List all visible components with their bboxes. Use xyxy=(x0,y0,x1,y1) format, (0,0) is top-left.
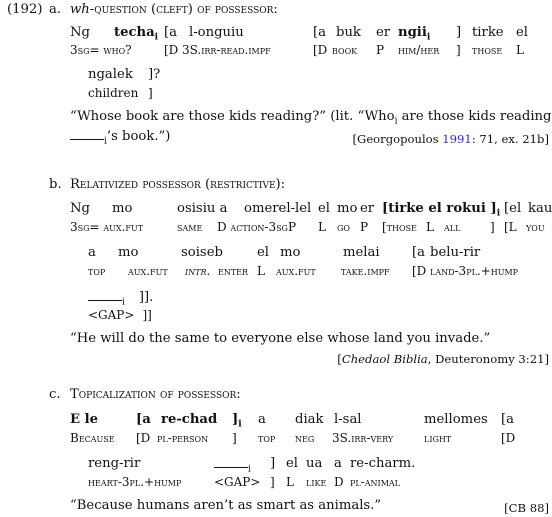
citation-text: : 71, ex. 21b] xyxy=(471,132,549,146)
subscript: i xyxy=(238,419,242,430)
word: [D xyxy=(313,43,328,57)
citation-text: [Georgopoulos xyxy=(352,132,443,146)
word: [a xyxy=(313,25,327,40)
heading-a-wh: wh xyxy=(70,2,90,17)
translation-text: are those kids reading xyxy=(397,109,552,124)
word: 3S.irr-read.impf xyxy=(182,43,271,57)
word: same xyxy=(177,220,203,234)
word: reng-rir xyxy=(88,456,141,471)
citation-text: , Deuteronomy 3:21] xyxy=(427,352,549,366)
word: el xyxy=(318,201,331,216)
word: mo xyxy=(112,201,133,216)
translation-text: “Whose book are those kids reading?” (lit. “Who xyxy=(70,109,395,124)
word: er xyxy=(360,201,375,216)
word: [el xyxy=(504,201,522,216)
word: osisiu a xyxy=(177,201,228,216)
subscript: i xyxy=(248,464,251,475)
word: re-chad xyxy=(161,412,218,427)
translation-c: “Because humans aren’t as smart as animals.” xyxy=(70,498,382,513)
word: l-onguiu xyxy=(189,25,244,40)
word: ] xyxy=(456,25,462,40)
word: [a xyxy=(164,25,178,40)
word: all xyxy=(444,220,461,234)
word: diak xyxy=(295,412,324,427)
word: [D xyxy=(412,264,427,278)
subscript: i xyxy=(426,32,431,43)
gloss-c-line2 xyxy=(70,430,550,446)
word: Because xyxy=(70,431,115,445)
word: mo xyxy=(280,245,301,260)
word: [a xyxy=(501,412,515,427)
word: him/her xyxy=(398,43,440,57)
word: mo xyxy=(118,245,139,260)
word: [a xyxy=(412,245,426,260)
word: ]? xyxy=(148,67,161,82)
gap-blank xyxy=(88,289,122,301)
translation-text: ’s book.”) xyxy=(106,129,171,144)
citation-c: [CB 88] xyxy=(504,501,549,515)
word: P xyxy=(360,220,369,234)
word: melai xyxy=(343,245,380,260)
gloss-a-line2 xyxy=(70,42,550,58)
word-text: ngii xyxy=(398,25,427,40)
word: a xyxy=(334,456,342,471)
word: D action-3sgP xyxy=(217,220,297,234)
word: 3sg= who? xyxy=(70,43,132,57)
citation-year-link[interactable]: 1991 xyxy=(442,132,472,146)
gloss-c-line3 xyxy=(88,456,488,475)
gloss-b-line6 xyxy=(88,307,152,323)
gloss-c-line4 xyxy=(88,474,488,490)
word: 3sg= aux.fut xyxy=(70,220,144,234)
word: like xyxy=(306,475,327,489)
word-text: [tirke el rokui ] xyxy=(382,201,497,216)
word: tirke xyxy=(472,25,504,40)
word-text: ] xyxy=(232,412,239,427)
word: enter xyxy=(218,264,249,278)
word: <GAP> xyxy=(214,475,261,489)
word: P xyxy=(376,43,385,57)
word: mellomes xyxy=(424,412,488,427)
gloss-b-line2 xyxy=(70,219,552,235)
word: L xyxy=(257,264,265,278)
citation-title: Chedaol Biblia xyxy=(341,352,428,366)
word: soiseb xyxy=(181,245,223,260)
translation-a-line1 xyxy=(70,109,552,130)
translation-a-line2 xyxy=(70,128,170,150)
word: intr. xyxy=(185,264,211,278)
word: you xyxy=(526,220,545,234)
word: kau xyxy=(528,201,552,216)
heading-a xyxy=(70,2,278,18)
word: top xyxy=(88,264,106,278)
subscript: i xyxy=(122,297,125,308)
gloss-b-line4 xyxy=(88,263,548,279)
word: [those xyxy=(382,220,417,234)
subscript: i xyxy=(496,208,501,219)
translation-b: “He will do the same to everyone else whose land you invade.” xyxy=(70,331,491,346)
word: l-sal xyxy=(334,412,362,427)
word: 3S.irr-very xyxy=(332,431,394,445)
word: ] xyxy=(148,86,153,100)
gloss-b-line1 xyxy=(70,201,552,217)
subscript: i xyxy=(154,32,159,43)
word: mo xyxy=(337,201,358,216)
word: a xyxy=(88,245,96,260)
subexample-letter-c: c. xyxy=(49,387,61,402)
word: aux.fut xyxy=(276,264,316,278)
word: ] xyxy=(232,431,237,445)
word: buk xyxy=(336,25,361,40)
word: D xyxy=(334,475,344,489)
gap-label: <GAP> xyxy=(88,308,135,322)
heading-a-rest: -question (cleft) of possessor: xyxy=(89,2,278,17)
gloss-a-line4 xyxy=(88,85,288,101)
gloss-a-line3 xyxy=(88,67,288,83)
gap-blank xyxy=(70,128,104,140)
heading-c: Topicalization of possessor: xyxy=(70,387,241,402)
word: el xyxy=(257,245,270,260)
word: land-3pl.+hump xyxy=(430,264,519,278)
word: E le xyxy=(70,412,99,427)
word: book xyxy=(332,43,358,57)
word-text: techa xyxy=(114,25,155,40)
citation-b xyxy=(337,351,549,367)
subexample-letter-b: b. xyxy=(49,177,62,192)
word: [D xyxy=(501,431,516,445)
word: ] xyxy=(270,475,275,489)
citation-text: [ xyxy=(337,352,342,366)
word: ] xyxy=(270,456,276,471)
subscript: i xyxy=(104,136,107,147)
word: ngalek xyxy=(88,67,133,82)
word: er xyxy=(376,25,391,40)
word: ua xyxy=(306,456,323,471)
gloss-b-line3 xyxy=(88,245,548,261)
word: el xyxy=(516,25,529,40)
word: L xyxy=(286,475,294,489)
example-number: (192) xyxy=(7,2,43,17)
word: pl-person xyxy=(157,431,209,445)
word: belu-rir xyxy=(430,245,481,260)
word: Ng xyxy=(70,201,90,216)
word: aux.fut xyxy=(128,264,168,278)
word: Ng xyxy=(70,25,90,40)
gloss-c-line1 xyxy=(70,412,550,428)
heading-b: Relativized possessor (restrictive): xyxy=(70,177,286,192)
word: ] xyxy=(490,220,495,234)
word: ]]. xyxy=(138,290,154,305)
word: neg xyxy=(295,431,315,445)
word: re-charm. xyxy=(350,456,416,471)
word: [D xyxy=(136,431,151,445)
word: el xyxy=(286,456,299,471)
gap-blank xyxy=(214,456,248,468)
word: light xyxy=(424,431,452,445)
word: those xyxy=(472,43,503,57)
subexample-letter-a: a. xyxy=(49,2,62,17)
word: omerel-lel xyxy=(244,201,312,216)
word: children xyxy=(88,86,139,100)
word: L xyxy=(426,220,434,234)
word: pl-animal xyxy=(350,475,400,489)
word: ] xyxy=(456,43,461,57)
subscript: i xyxy=(394,116,398,127)
word: L xyxy=(318,220,326,234)
word: [L xyxy=(504,220,517,234)
gloss-a-line1 xyxy=(70,25,550,41)
word: take.impf xyxy=(341,264,390,278)
word: [a xyxy=(136,412,151,427)
word: ]] xyxy=(142,308,152,322)
word: [D xyxy=(164,43,179,57)
word: top xyxy=(258,431,276,445)
word: a xyxy=(258,412,266,427)
word: heart-3pl.+hump xyxy=(88,475,182,489)
citation-a xyxy=(353,131,549,147)
word: go xyxy=(337,220,350,234)
word: L xyxy=(516,43,524,57)
